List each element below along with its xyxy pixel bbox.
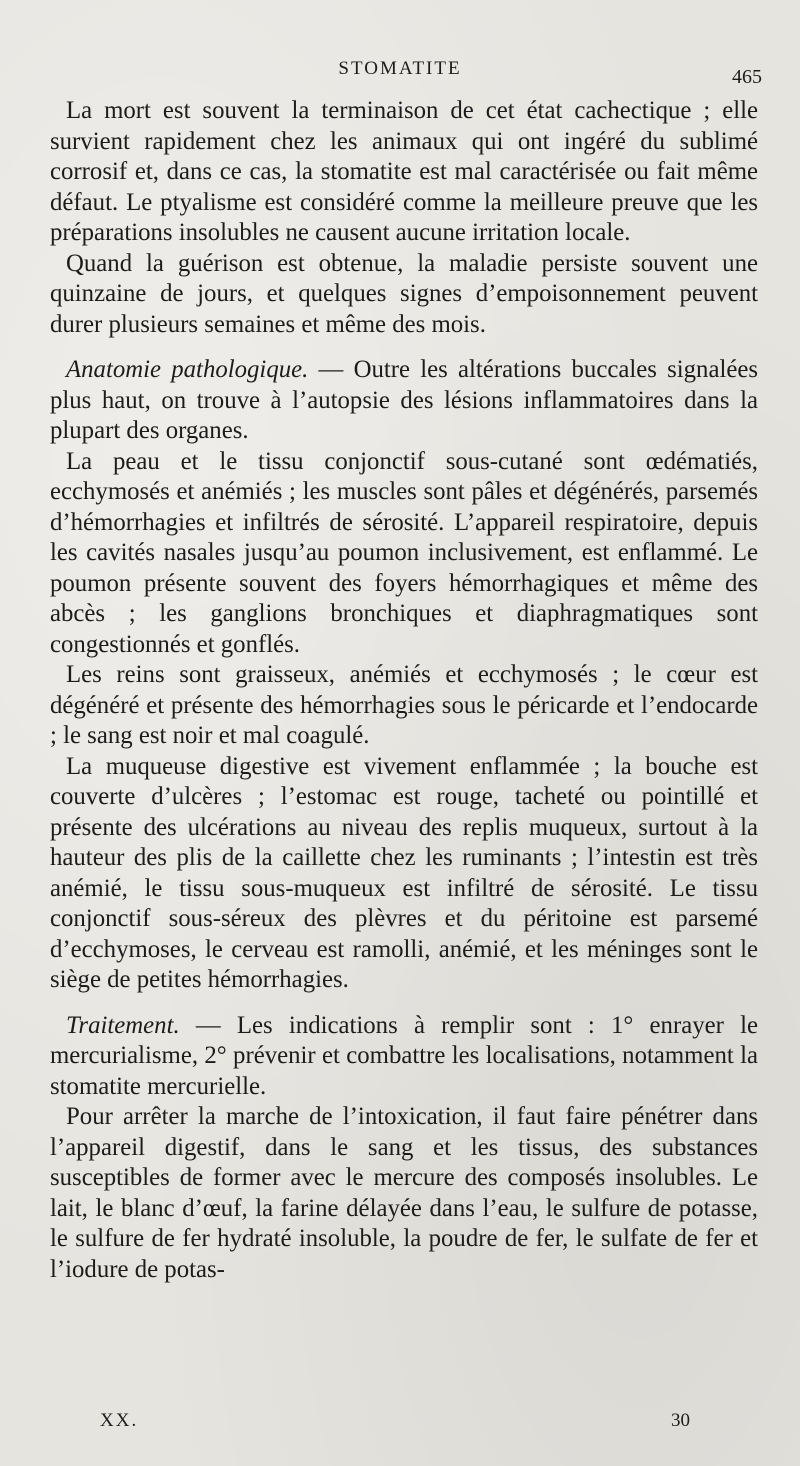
- running-title: STOMATITE: [338, 58, 462, 79]
- paragraph-text: La mort est souvent la terminaison de cet état cachectique ; elle survient rapidement chez les animaux qui ont ingéré du sublimé corrosif et, dans ce cas, la stomatite est mal caractérisée ou fait même défaut. Le ptyalisme est considéré comme la meilleure preuve que les préparations insolubles ne causent aucune irritation locale.: [50, 97, 758, 246]
- page-number: 465: [732, 66, 762, 88]
- sheet-number: 30: [671, 1410, 690, 1431]
- paragraph-intoxication: [50, 1102, 758, 1285]
- paragraph-traitement: [50, 1011, 758, 1103]
- section-lead-anatomie: Anatomie pathologique.: [66, 356, 309, 383]
- paragraph-anatomie: [50, 355, 758, 447]
- body-text: [50, 96, 758, 1285]
- page-footer: [100, 1410, 690, 1436]
- paragraph-digestive: [50, 752, 758, 996]
- signature-mark: XX.: [100, 1410, 139, 1431]
- page-header: [0, 58, 800, 88]
- paragraph-text: — Outre les altérations buccales signalées plus haut, on trouve à l’autopsie des lésions inflammatoires dans la plupart des organes.: [50, 356, 759, 444]
- paragraph-text: — Les indications à remplir sont : 1° enrayer le mercurialisme, 2° prévenir et combattre les localisations, notamment la stomatite mercurielle.: [50, 1011, 758, 1100]
- paragraph-recovery: [50, 249, 758, 341]
- paragraph-text: Pour arrêter la marche de l’intoxication, il faut faire pénétrer dans l’appareil digestif, dans le sang et les tissus, des substances susceptibles de former avec le mercure des composés insolubles. Le lait, le blanc d’œuf, la farine délayée dans l’eau, le sulfure de potasse, le sulfure de fer hydraté insoluble, la poudre de fer, le sulfate de fer et l’iodure de potas-: [50, 1103, 758, 1283]
- paragraph-text: La muqueuse digestive est vivement enflammée ; la bouche est couverte d’ulcères ; l’estomac est rouge, tacheté ou pointillé et présente des ulcérations au niveau des replis muqueux, surtout à la hauteur des plis de la caillette chez les ruminants ; l’intestin est très anémié, le tissu sous-muqueux est infiltré de sérosité. Le tissu conjonctif sous-séreux des plèvres et du péritoine est parsemé d’ecchymoses, le cerveau est ramolli, anémié, et les méninges sont le siège de petites hémorrhagies.: [50, 752, 758, 993]
- paragraph-text: La peau et le tissu conjonctif sous-cutané sont œdématiés, ecchymosés et anémiés ; les muscles sont pâles et dégénérés, parsemés d’hémorrhagies et infiltrés de sérosité. L’appareil respiratoire, depuis les cavités nasales jusqu’au poumon inclusivement, est enflammé. Le poumon présente souvent des foyers hémorrhagiques et même des abcès ; les ganglions bronchiques et diaphragmatiques sont congestionnés et gonflés.: [50, 447, 758, 658]
- section-lead-traitement: Traitement.: [66, 1011, 180, 1039]
- paragraph-text: Quand la guérison est obtenue, la maladie persiste souvent une quinzaine de jours, et quelques signes d’empoisonnement peuvent durer plusieurs semaines et même des mois.: [50, 249, 758, 338]
- paragraph-text: Les reins sont graisseux, anémiés et ecchymosés ; le cœur est dégénéré et présente des hémorrhagies sous le péricarde et l’endocarde ; le sang est noir et mal coagulé.: [50, 661, 758, 749]
- paragraph-kidneys: [50, 660, 758, 752]
- paragraph-cachexia: [50, 96, 758, 249]
- paragraph-skin: [50, 447, 758, 661]
